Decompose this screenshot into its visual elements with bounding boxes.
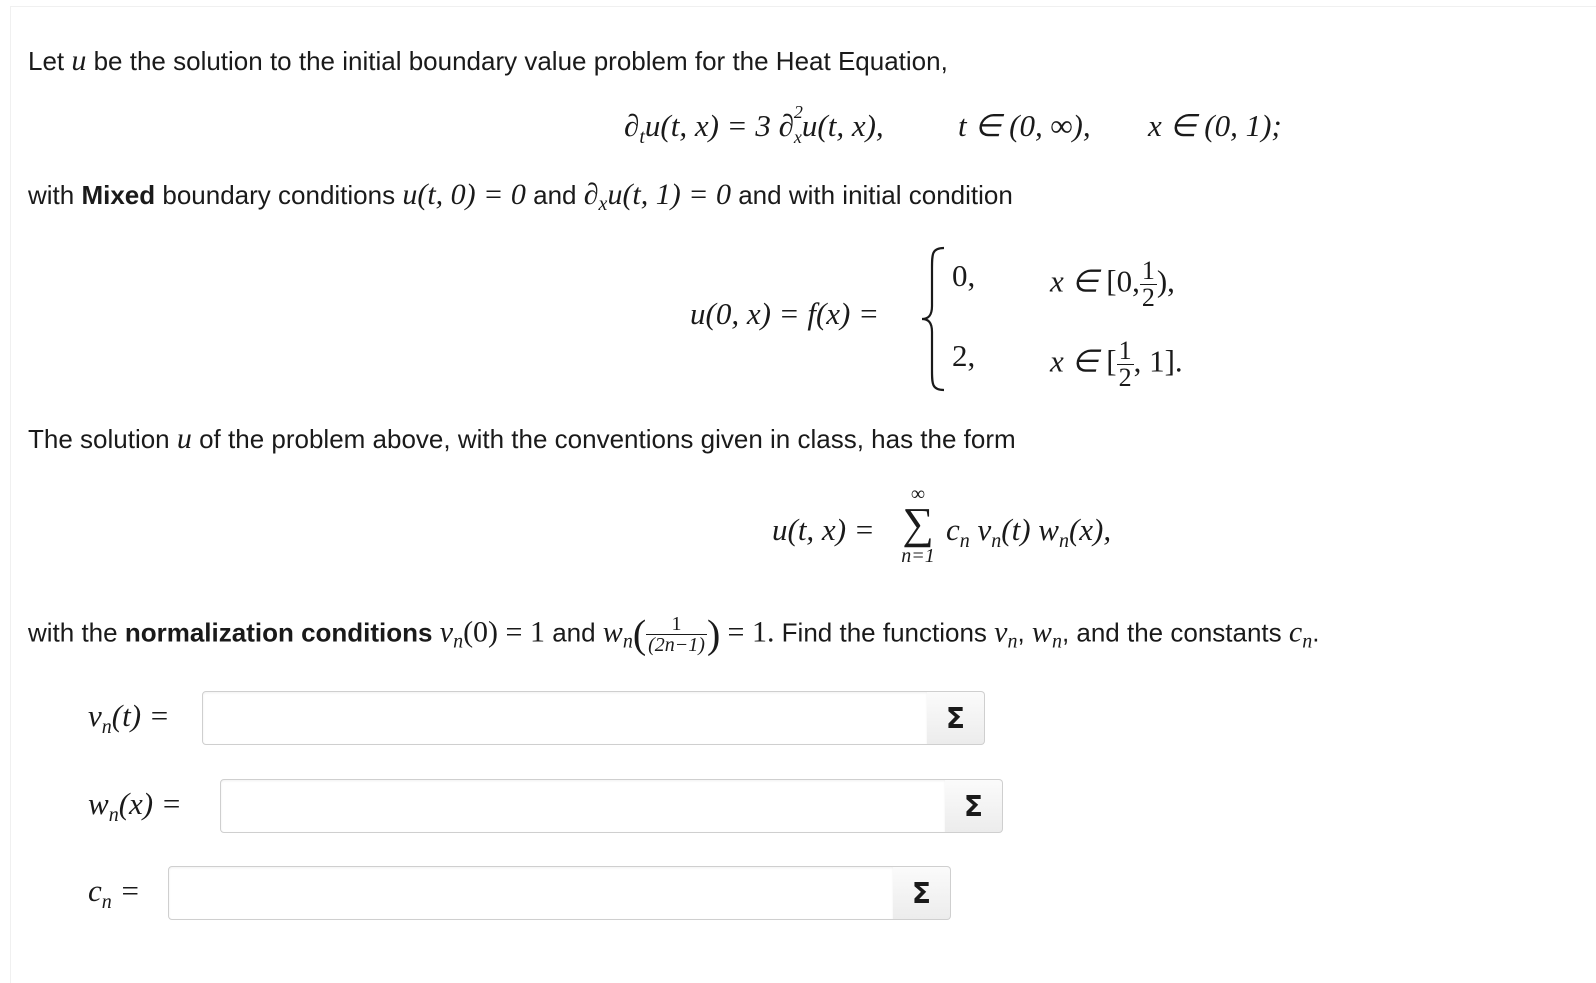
c-symbol: c: [946, 512, 960, 547]
sum-lower-limit: n=1: [901, 545, 935, 567]
case1-domain: [1050, 258, 1175, 311]
heat-equation: [624, 102, 884, 149]
bc-text-part: boundary conditions: [155, 180, 403, 210]
label-rest: =: [111, 873, 141, 908]
series-lhs: u(t, x) =: [772, 512, 875, 547]
sigma-icon: Σ: [911, 876, 932, 910]
fraction-denominator: 2: [1118, 363, 1132, 392]
interval-open: [0,: [1106, 263, 1140, 299]
v-normalization: (0) = 1: [463, 615, 545, 649]
fraction-numerator: 1: [1141, 256, 1155, 285]
norm-text-part: and: [544, 617, 603, 648]
label-rest: (t) =: [111, 698, 170, 733]
intro-text-part: Let: [28, 46, 72, 76]
w-symbol: w: [88, 786, 109, 821]
vn-answer-input[interactable]: [202, 691, 928, 745]
partial-symbol: ∂: [624, 108, 640, 143]
norm-text-part: Find the functions: [774, 617, 995, 648]
mixed-bold: Mixed: [81, 180, 156, 210]
summation: [896, 484, 940, 568]
equation-part: u(t, x) = 3 ∂: [644, 108, 794, 143]
one-half-fraction: [1140, 258, 1157, 311]
solution-text-part: The solution: [28, 424, 177, 454]
intro-text: [28, 44, 948, 78]
c-symbol: c: [88, 873, 102, 908]
norm-text-part: with the: [28, 617, 125, 648]
interval-open: [: [1106, 343, 1117, 379]
u-symbol: u: [176, 422, 192, 455]
boundary-condition-left: u(t, 0) = 0: [402, 178, 526, 211]
case2-domain: [1050, 338, 1183, 391]
laplacian-subscript: x: [793, 127, 802, 148]
norm-text-part: ,: [1017, 617, 1032, 648]
subscript-n: n: [959, 530, 970, 553]
cn-equation-editor-button[interactable]: [893, 866, 951, 920]
equation-part: u(t, x),: [801, 108, 884, 143]
subscript-n: n: [108, 804, 119, 827]
initial-condition-lhs: u(0, x) = f(x) =: [690, 296, 880, 331]
wn-answer-input[interactable]: [220, 779, 946, 833]
sigma-icon: Σ: [945, 701, 966, 735]
domain-text: x ∈: [1050, 263, 1099, 299]
series-term: [946, 512, 1111, 553]
u-symbol: u: [71, 44, 87, 77]
interval-close: , 1].: [1133, 343, 1183, 379]
t-domain: t ∈ (0, ∞),: [958, 108, 1091, 143]
fraction-numerator: 1: [646, 614, 707, 635]
sum-icon: ∑: [902, 499, 934, 548]
case1-value: 0,: [952, 258, 976, 293]
w-normalization: = 1.: [727, 615, 775, 649]
subscript-n: n: [1051, 630, 1062, 653]
subscript-n: n: [453, 630, 464, 653]
subscript-n: n: [101, 716, 112, 739]
solution-text-part: of the problem above, with the conventions given in class, has the form: [191, 424, 1016, 454]
boundary-condition-right: u(t, 1) = 0: [607, 178, 731, 211]
boundary-conditions-text: [28, 178, 1013, 221]
subscript-n: n: [101, 891, 112, 914]
v-symbol: v: [969, 512, 992, 547]
bc-text-part: and with initial condition: [731, 180, 1013, 210]
question-frame: [10, 6, 1596, 983]
norm-text-part: , and the constants: [1061, 617, 1289, 648]
fraction-denominator: 2: [1141, 283, 1155, 312]
laplacian-superscript: 2: [793, 102, 803, 122]
partial-subscript: x: [598, 193, 608, 216]
fraction-numerator: 1: [1118, 336, 1132, 365]
cn-answer-label: [88, 873, 140, 914]
normalization-fraction: [646, 614, 707, 655]
sum-upper-limit: ∞: [910, 483, 926, 505]
v-symbol: v: [88, 698, 102, 733]
case2-value: 2,: [952, 338, 976, 373]
interval-close: ),: [1156, 263, 1175, 299]
bc-text-part: with: [28, 180, 82, 210]
subscript-n: n: [991, 530, 1002, 553]
v-symbol: v: [994, 615, 1008, 649]
norm-text-part: .: [1312, 617, 1320, 648]
subscript-n: n: [1058, 530, 1069, 553]
solution-intro-text: [28, 422, 1016, 456]
cn-answer-input[interactable]: [168, 866, 894, 920]
vn-equation-editor-button[interactable]: [927, 691, 985, 745]
intro-text-part: be the solution to the initial boundary value problem for the Heat Equation,: [86, 46, 948, 76]
fraction-denominator: (2n−1): [648, 634, 705, 656]
wn-answer-label: [88, 786, 182, 827]
term-part: (t) w: [1001, 512, 1059, 547]
vn-answer-label: [88, 698, 170, 739]
normalization-text: [28, 611, 1320, 659]
label-rest: (x) =: [118, 786, 182, 821]
normalization-bold: normalization conditions: [124, 617, 433, 648]
x-domain: x ∈ (0, 1);: [1148, 108, 1282, 143]
sigma-icon: Σ: [963, 789, 984, 823]
subscript-n: n: [1302, 630, 1313, 653]
subscript-n: n: [1007, 630, 1018, 653]
subscript-n: n: [622, 630, 633, 653]
domain-text: x ∈: [1050, 343, 1099, 379]
v-symbol: v: [439, 615, 454, 649]
partial-subscript: t: [639, 126, 645, 149]
c-symbol: c: [1288, 615, 1303, 649]
w-symbol: w: [602, 615, 623, 649]
term-part: (x),: [1068, 512, 1112, 547]
wn-equation-editor-button[interactable]: [945, 779, 1003, 833]
right-paren: ): [706, 611, 721, 657]
left-brace-icon: [918, 244, 948, 394]
one-half-fraction: [1117, 338, 1134, 391]
left-paren: (: [632, 611, 647, 657]
w-symbol: w: [1031, 615, 1052, 649]
partial-symbol: ∂: [583, 178, 599, 211]
bc-text-part: and: [525, 180, 584, 210]
